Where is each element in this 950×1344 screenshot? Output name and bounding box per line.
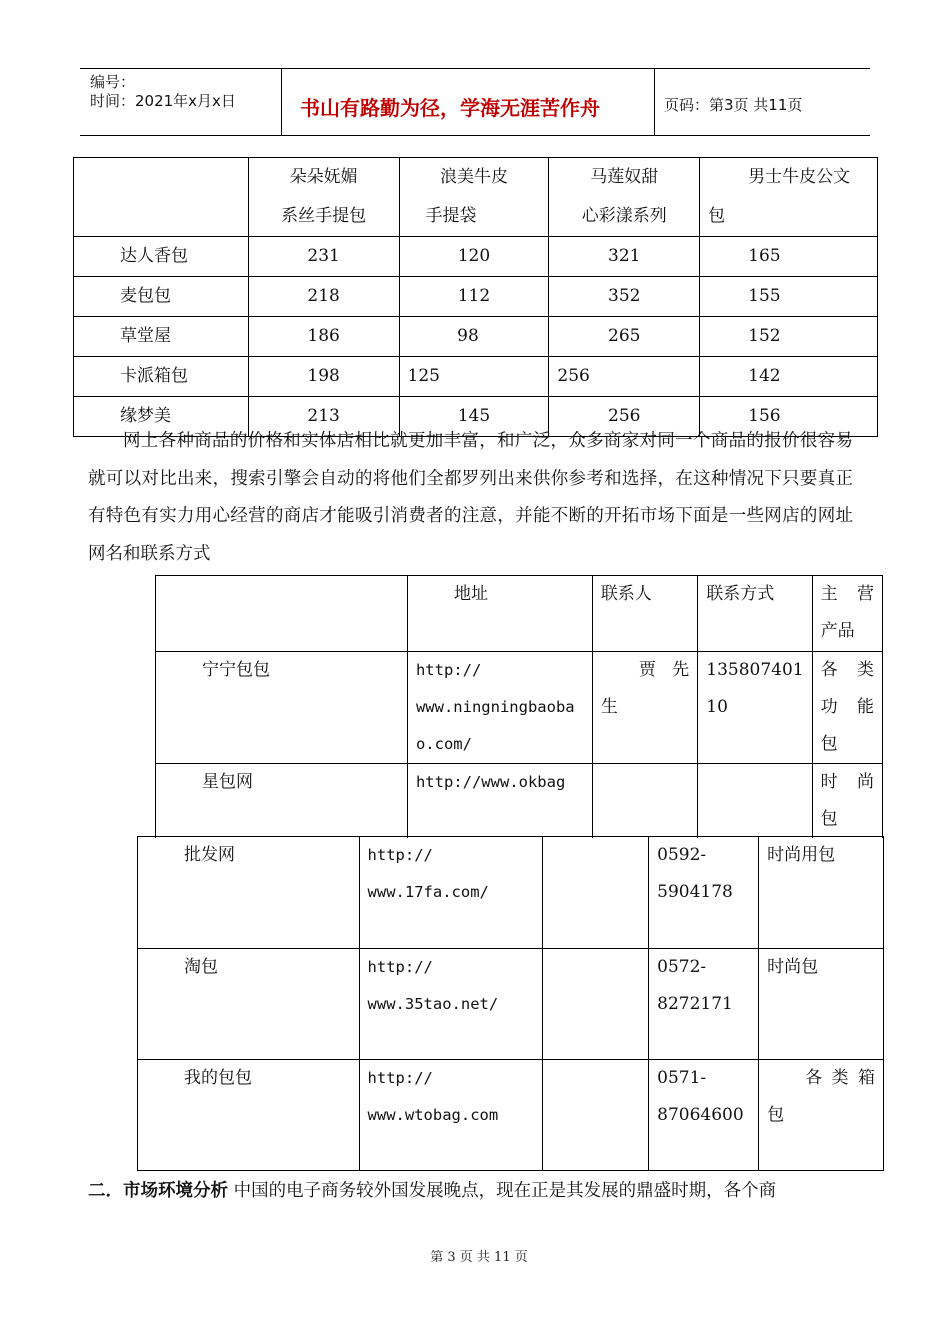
table-row — [74, 277, 878, 317]
table-cell: 145 — [399, 397, 549, 437]
shop-table-header-phone: 联系方式 — [698, 576, 812, 652]
motto: 书山有路勤为径，学海无涯苦作舟 — [300, 96, 600, 120]
shop-table-header-product: 主 营 产品 — [812, 576, 882, 652]
shop-phone: 0592- 5904178 — [649, 837, 759, 949]
section-line — [88, 1173, 858, 1211]
row-label: 达人香包 — [74, 237, 249, 277]
shop-name: 批发网 — [138, 837, 360, 949]
table-row — [74, 237, 878, 277]
price-table — [73, 157, 878, 437]
table-cell: 321 — [549, 237, 700, 277]
header-bottom-rule — [80, 135, 870, 136]
shop-product: 各 类 功 能 包 — [812, 652, 882, 764]
table-cell: 256 — [549, 397, 700, 437]
shop-url: http:// www.35tao.net/ — [359, 949, 543, 1060]
table-row — [138, 837, 884, 949]
table-cell: 165 — [700, 237, 878, 277]
shop-table-header-address: 地址 — [407, 576, 592, 652]
shop-contact — [543, 1060, 649, 1171]
price-table-header-row — [74, 158, 878, 237]
shop-contact — [543, 837, 649, 949]
table-cell: 152 — [700, 317, 878, 357]
table-cell: 186 — [248, 317, 399, 357]
header-divider-left — [281, 68, 282, 136]
shop-product: 时尚包 — [759, 949, 884, 1060]
table-row — [74, 317, 878, 357]
section-heading: 二．市场环境分析 — [88, 1181, 228, 1201]
table-cell: 155 — [700, 277, 878, 317]
table-cell: 265 — [549, 317, 700, 357]
row-label: 缘梦美 — [74, 397, 249, 437]
shop-name: 我的包包 — [138, 1060, 360, 1171]
shop-url: http:// www.ningningbaoba o.com/ — [407, 652, 592, 764]
shop-phone: 0571- 87064600 — [649, 1060, 759, 1171]
shop-phone: 135807401 10 — [698, 652, 812, 764]
table-cell: 231 — [248, 237, 399, 277]
header-divider-right — [654, 68, 655, 136]
shop-product: 时尚用包 — [759, 837, 884, 949]
table-cell: 256 — [549, 357, 700, 397]
table-row — [156, 764, 883, 839]
shop-table-corner — [156, 576, 408, 652]
price-table-header: 马莲奴甜 心彩漾系列 — [549, 158, 700, 237]
price-table-header: 浪美牛皮 手提袋 — [399, 158, 549, 237]
shop-contact — [543, 949, 649, 1060]
table-cell: 156 — [700, 397, 878, 437]
section-text: 中国的电子商务较外国发展晚点，现在正是其发展的鼎盛时期，各个商 — [233, 1181, 777, 1201]
shop-product: 时 尚 包 — [812, 764, 882, 839]
shop-url: http://www.okbag — [407, 764, 592, 839]
price-table-header: 朵朵妩媚 系丝手提包 — [248, 158, 399, 237]
shop-name: 宁宁包包 — [156, 652, 408, 764]
shop-phone: 0572- 8272171 — [649, 949, 759, 1060]
table-row — [156, 652, 883, 764]
shop-url: http:// www.17fa.com/ — [359, 837, 543, 949]
page-footer: 第 3 页 共 11 页 — [430, 1250, 528, 1265]
shop-contact: 贾 先 生 — [592, 652, 697, 764]
time-label: 时间：2021年x月x日 — [90, 92, 236, 110]
row-label: 卡派箱包 — [74, 357, 249, 397]
shop-name: 淘包 — [138, 949, 360, 1060]
table-cell: 218 — [248, 277, 399, 317]
row-label: 草堂屋 — [74, 317, 249, 357]
table-cell: 352 — [549, 277, 700, 317]
table-row — [74, 357, 878, 397]
page-label: 页码：第3页 共11页 — [664, 96, 803, 114]
table-cell: 142 — [700, 357, 878, 397]
table-cell: 112 — [399, 277, 549, 317]
header-top-rule — [80, 68, 870, 69]
price-table-header: 男士牛皮公文 包 — [700, 158, 878, 237]
table-row — [138, 1060, 884, 1171]
table-row — [138, 949, 884, 1060]
shop-contact — [592, 764, 697, 839]
shop-phone — [698, 764, 812, 839]
shop-table-header-row — [156, 576, 883, 652]
shop-table-header-contact: 联系人 — [592, 576, 697, 652]
shop-product: 各 类 箱 包 — [759, 1060, 884, 1171]
shop-url: http:// www.wtobag.com — [359, 1060, 543, 1171]
shop-table-top — [155, 575, 883, 838]
shop-name: 星包网 — [156, 764, 408, 839]
row-label: 麦包包 — [74, 277, 249, 317]
table-cell: 125 — [399, 357, 549, 397]
table-cell: 198 — [248, 357, 399, 397]
price-table-corner — [74, 158, 249, 237]
serial-label: 编号： — [90, 73, 136, 91]
table-cell: 98 — [399, 317, 549, 357]
shop-table-bottom — [137, 836, 884, 1171]
table-cell: 213 — [248, 397, 399, 437]
intro-paragraph: 网上各种商品的价格和实体店相比就更加丰富，和广泛，众多商家对同一个商品的报价很容易就可以对比出来，搜索引擎会自动的将他们全都罗列出来供你参考和选择，在这种情况下只要真正有特色有实力用心经营的商店才能吸引消费者的注意，并能不断的开拓市场下面是一些网店的网址网名和联系方式 — [88, 431, 853, 564]
table-cell: 120 — [399, 237, 549, 277]
